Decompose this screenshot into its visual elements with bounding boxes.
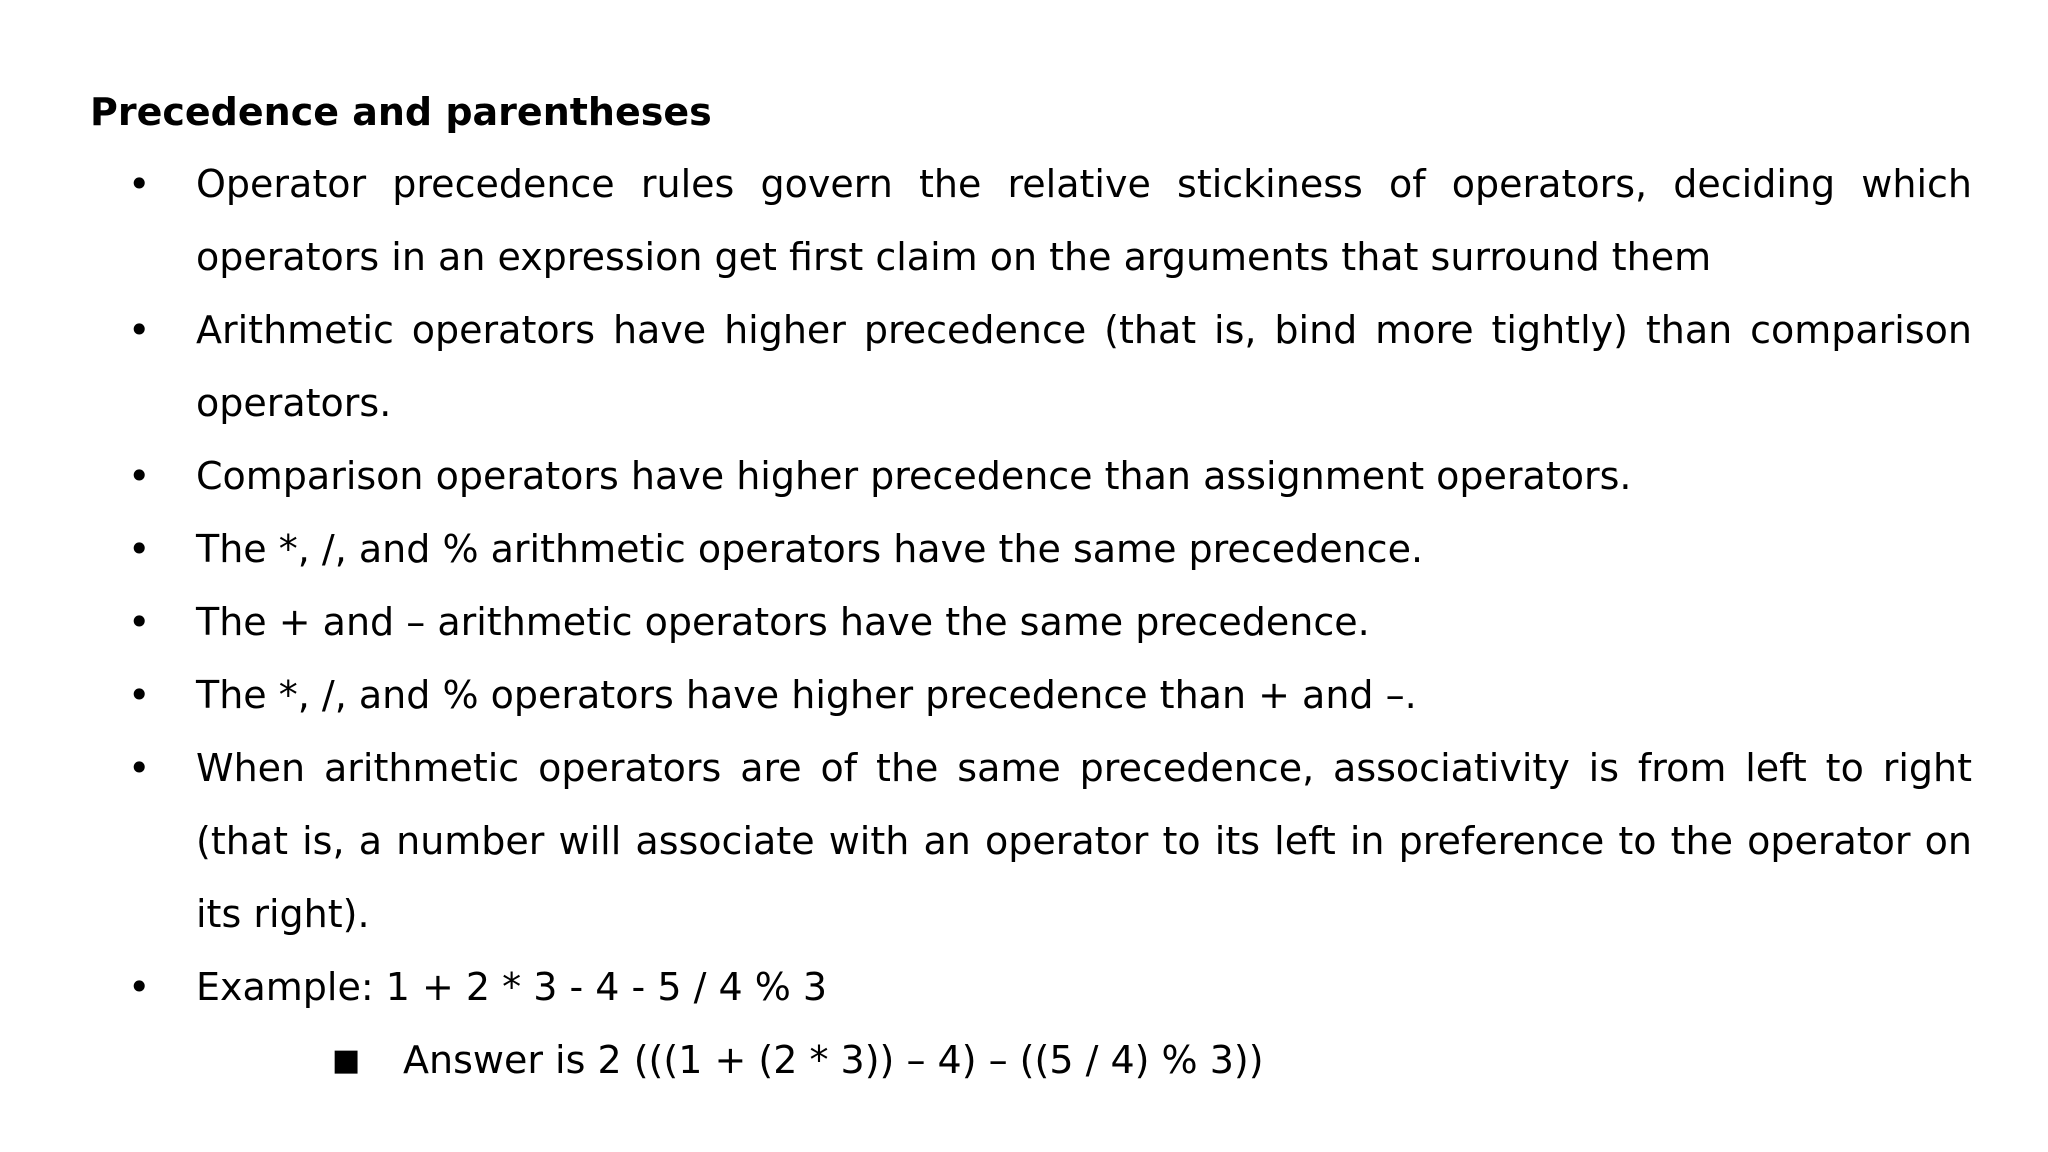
bullet-icon: • (128, 454, 151, 498)
section-heading: Precedence and parentheses (90, 90, 712, 134)
list-item-text: Comparison operators have higher precedence than assignment operators. (196, 454, 1632, 498)
square-bullet-icon: ■ (332, 1043, 361, 1078)
list-item-text: Arithmetic operators have higher precedence (that is, bind more tightly) than comparison operators. (196, 308, 1972, 425)
bullet-icon: • (128, 308, 151, 352)
bullet-icon: • (128, 162, 151, 206)
list-item (0, 294, 2048, 440)
bullet-icon: • (128, 746, 151, 790)
list-item (0, 659, 2048, 732)
list-item (0, 732, 2048, 951)
bullet-list (0, 148, 2048, 1097)
sub-list-item (0, 1024, 2048, 1097)
list-item-text: The *, /, and % arithmetic operators have the same precedence. (196, 527, 1424, 571)
sub-list-item-text: Answer is 2 (((1 + (2 * 3)) – 4) – ((5 / 4) % 3)) (403, 1038, 1264, 1082)
bullet-icon: • (128, 673, 151, 717)
list-item-text: Example: 1 + 2 * 3 - 4 - 5 / 4 % 3 (196, 965, 828, 1009)
list-item-text: The *, /, and % operators have higher precedence than + and –. (196, 673, 1417, 717)
bullet-icon: • (128, 527, 151, 571)
bullet-icon: • (128, 600, 151, 644)
list-item-text: When arithmetic operators are of the same precedence, associativity is from left to right (that is, a number will associate with an operator to its left in preference to the operator on its right). (196, 746, 1972, 936)
list-item (0, 440, 2048, 513)
list-item-text: The + and – arithmetic operators have the same precedence. (196, 600, 1370, 644)
list-item (0, 148, 2048, 294)
bullet-icon: • (128, 965, 151, 1009)
list-item (0, 951, 2048, 1024)
list-item (0, 513, 2048, 586)
list-item (0, 586, 2048, 659)
list-item-text: Operator precedence rules govern the relative stickiness of operators, deciding which operators in an expression get first claim on the arguments that surround them (196, 162, 1972, 279)
